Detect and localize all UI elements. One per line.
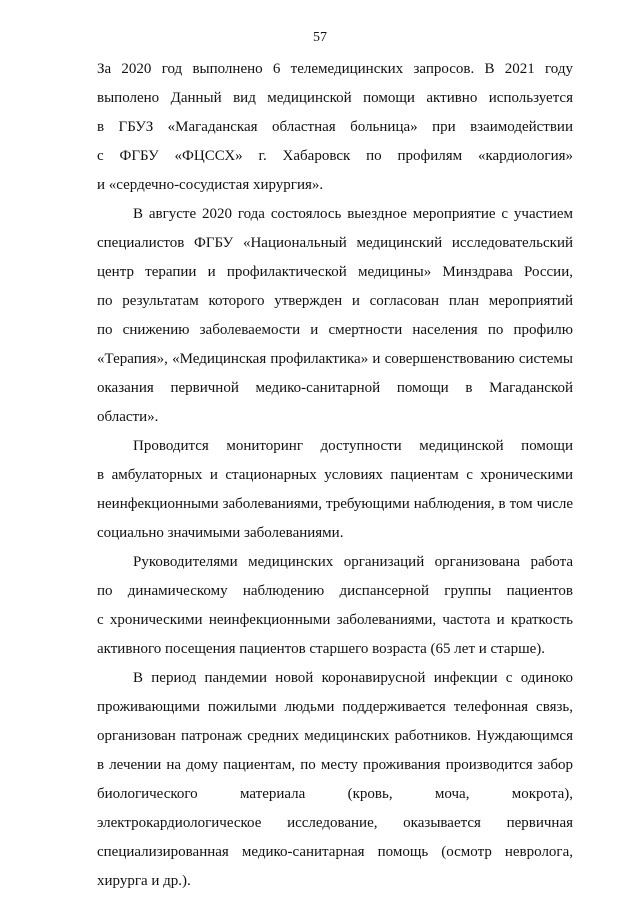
text-line: Руководителями медицинских организаций организована работа	[133, 554, 573, 570]
text-line: активного посещения пациентов старшего возраста (65 лет и старше).	[97, 641, 546, 657]
text-line: специалистов ФГБУ «Национальный медицинский исследовательский	[97, 235, 573, 251]
text-line: Проводится мониторинг доступности медицинской помощи	[133, 438, 573, 454]
text-line: центр терапии и профилактической медицины» Минздрава России,	[97, 264, 573, 280]
text-line: хирурга и др.).	[97, 873, 191, 889]
text-line: области».	[97, 409, 159, 425]
text-line: организован патронаж средних медицинских работников. Нуждающимся	[97, 728, 573, 744]
text-line: по результатам которого утвержден и согласован план мероприятий	[97, 293, 573, 309]
text-line: в лечении на дому пациентам, по месту проживания производится забор	[97, 757, 573, 773]
text-line: выполено Данный вид медицинской помощи активно используется	[97, 90, 573, 106]
page-number: 57	[313, 30, 327, 45]
text-line: «Терапия», «Медицинская профилактика» и совершенствованию системы	[97, 351, 573, 367]
text-line: и «сердечно-сосудистая хирургия».	[97, 177, 324, 193]
text-line: в ГБУЗ «Магаданская областная больница» при взаимодействии	[97, 119, 573, 135]
text-line: неинфекционными заболеваниями, требующими наблюдения, в том числе	[97, 496, 573, 512]
text-line: проживающими пожилыми людьми поддерживается телефонная связь,	[97, 699, 573, 715]
text-line: биологического материала (кровь, моча, мокрота),	[97, 786, 573, 802]
text-line: в амбулаторных и стационарных условиях пациентам с хроническими	[97, 467, 573, 483]
text-line: с хроническими неинфекционными заболеваниями, частота и краткость	[97, 612, 573, 628]
text-line: За 2020 год выполнено 6 телемедицинских запросов. В 2021 году	[97, 61, 573, 77]
text-line: электрокардиологическое исследование, оказывается первичная	[97, 815, 573, 831]
text-line: В августе 2020 года состоялось выездное мероприятие с участием	[133, 206, 573, 222]
text-line: социально значимыми заболеваниями.	[97, 525, 344, 541]
text-line: по динамическому наблюдению диспансерной группы пациентов	[97, 583, 573, 599]
text-line: специализированная медико-санитарная помощь (осмотр невролога,	[97, 844, 573, 860]
text-line: В период пандемии новой коронавирусной инфекции с одиноко	[133, 670, 573, 686]
text-line: оказания первичной медико-санитарной помощи в Магаданской	[97, 380, 573, 396]
text-line: с ФГБУ «ФЦССХ» г. Хабаровск по профилям «кардиология»	[97, 148, 573, 164]
text-line: по снижению заболеваемости и смертности населения по профилю	[97, 322, 573, 338]
